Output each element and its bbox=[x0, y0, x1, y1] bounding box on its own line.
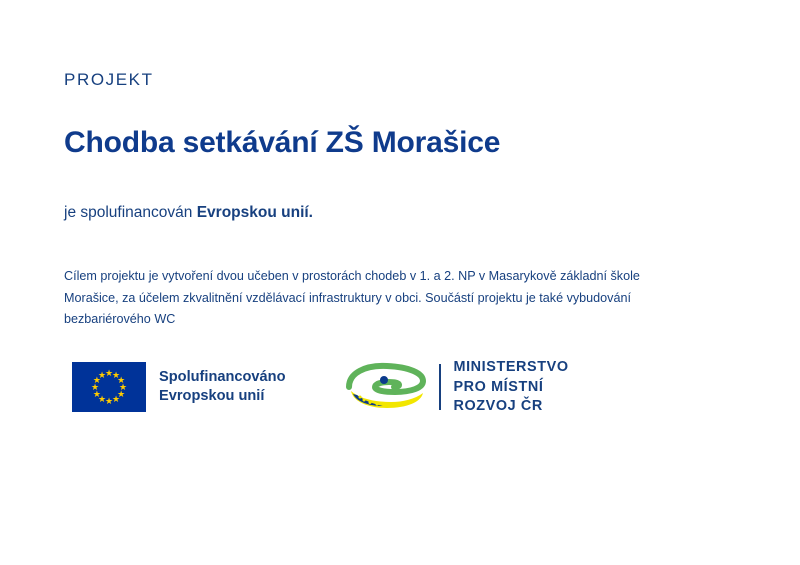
eu-star-icon: ★ bbox=[117, 374, 126, 385]
mmr-divider bbox=[439, 364, 441, 410]
mmr-logo-text bbox=[453, 358, 568, 417]
subtitle-prefix: je spolufinancován bbox=[64, 204, 197, 221]
eu-star-icon: ★ bbox=[92, 388, 101, 399]
eu-logo-text bbox=[159, 368, 285, 407]
eu-star-icon: ★ bbox=[92, 374, 101, 385]
logo-row bbox=[72, 358, 569, 417]
subtitle-strong: Evropskou unií. bbox=[196, 204, 313, 221]
mmr-logo bbox=[343, 358, 568, 417]
eu-funding-logo bbox=[72, 362, 285, 412]
mmr-logo-line2: PRO MÍSTNÍ bbox=[453, 378, 544, 395]
eu-logo-line1: Spolufinancováno bbox=[159, 369, 286, 386]
eu-logo-line2: Evropskou unií bbox=[159, 388, 265, 405]
eu-star-icon: ★ bbox=[118, 381, 128, 392]
subtitle bbox=[64, 204, 736, 222]
eu-star-icon: ★ bbox=[104, 367, 114, 378]
eu-star-icon: ★ bbox=[111, 393, 121, 404]
mmr-logo-line3: ROZVOJ ČR bbox=[453, 398, 543, 415]
page-title: Chodba setkávání ZŠ Morašice bbox=[64, 126, 501, 159]
eu-star-icon: ★ bbox=[97, 369, 107, 380]
eu-star-icon: ★ bbox=[97, 393, 107, 404]
eu-flag-icon bbox=[72, 362, 146, 412]
eu-star-icon: ★ bbox=[104, 395, 114, 406]
eu-star-icon: ★ bbox=[90, 381, 100, 392]
project-description: Cílem projektu je vytvoření dvou učeben v prostorách chodeb v 1. a 2. NP v Masarykově základní škole Morašice, za účelem zkvalitnění vzdělávací infrastruktury v obci. Součástí projektu je také vybudování bezbariérového WC bbox=[64, 269, 640, 327]
eu-star-icon: ★ bbox=[111, 369, 121, 380]
mmr-emblem-icon bbox=[343, 361, 427, 413]
eu-star-icon: ★ bbox=[117, 388, 126, 399]
mmr-logo-line1: MINISTERSTVO bbox=[453, 359, 569, 375]
eyebrow-label: PROJEKT bbox=[64, 70, 154, 89]
